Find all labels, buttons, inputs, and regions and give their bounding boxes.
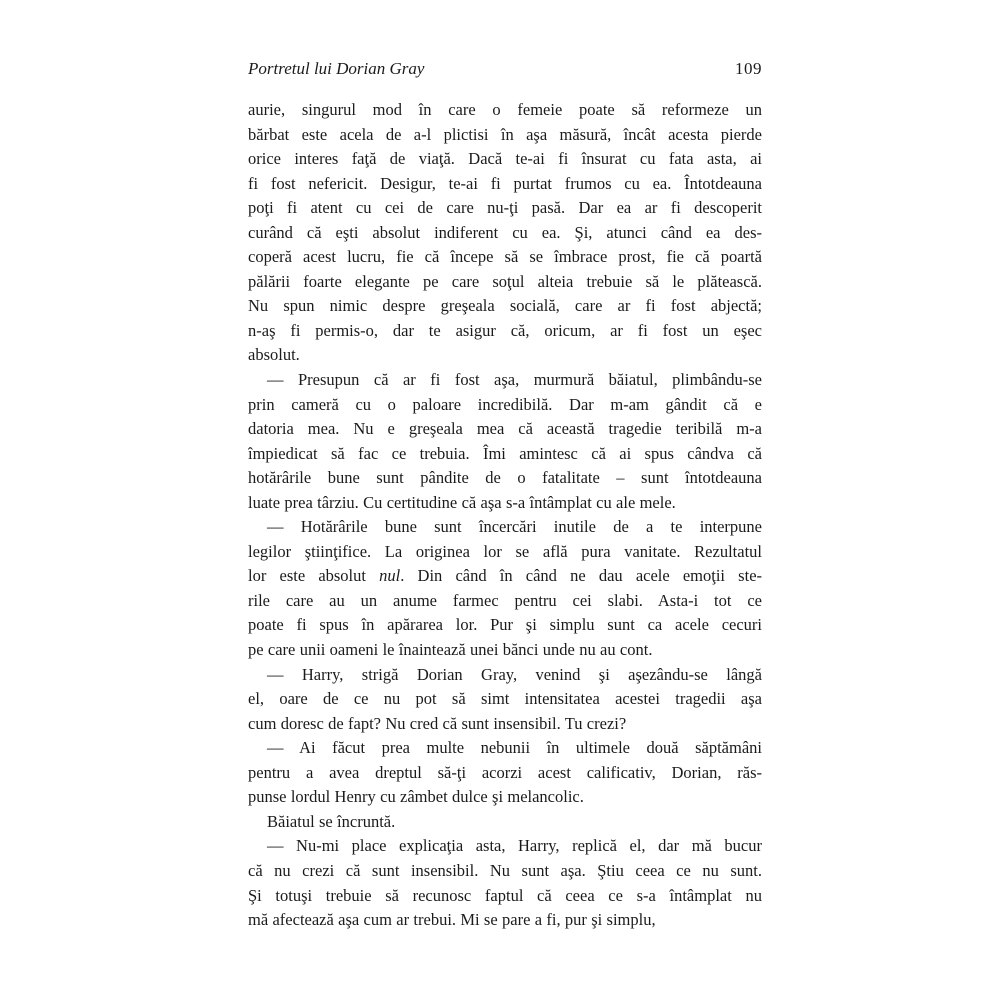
text-line: mă afectează aşa cum ar trebui. Mi se pare a fi, pur şi simplu, bbox=[248, 910, 656, 930]
text-line: punse lordul Henry cu zâmbet dulce şi melancolic. bbox=[248, 787, 584, 807]
page-content bbox=[248, 58, 762, 935]
text-line: Şi totuşi trebuie să recunosc faptul că ceea ce s-a întâmplat nu bbox=[248, 885, 762, 905]
text-line: — Ai făcut prea multe nebunii în ultimele două săptămâni bbox=[267, 738, 762, 758]
text-line: el, oare de ce nu pot să simt intensitatea acestei tragedii aşa bbox=[248, 689, 762, 709]
text-line: curând că eşti absolut indiferent cu ea. Şi, atunci când ea des- bbox=[248, 222, 762, 242]
text-line: n-aş fi permis-o, dar te asigur că, oricum, ar fi fost un eşec bbox=[248, 320, 762, 340]
text-line: — Harry, strigă Dorian Gray, venind şi aşezându-se lângă bbox=[267, 664, 762, 684]
text-line: bărbat este acela de a-l plictisi în aşa măsură, încât acesta pierde bbox=[248, 124, 762, 144]
text-line: cum doresc de fapt? Nu cred că sunt insensibil. Tu crezi? bbox=[248, 713, 627, 733]
text-line: împiedicat să fac ce trebuia. Îmi amintesc că ai spus cândva că bbox=[248, 443, 762, 463]
text-line: rile care au un anume farmec pentru cei slabi. Asta-i tot ce bbox=[248, 590, 762, 610]
text-line: luate prea târziu. Cu certitudine că aşa s-a întâmplat cu ale mele. bbox=[248, 492, 676, 512]
text-line: pe care unii oameni le înaintează unei bănci unde nu au cont. bbox=[248, 640, 653, 660]
text-line: coperă acest lucru, fie că începe să se îmbrace prost, fie că poartă bbox=[248, 247, 762, 267]
page-number: 109 bbox=[735, 59, 762, 78]
text-line: legilor ştiinţifice. La originea lor se află pura vanitate. Rezultatul bbox=[248, 541, 762, 561]
text-line: Nu spun nimic despre greşeala socială, care ar fi fost abjectă; bbox=[248, 296, 762, 316]
text-line: aurie, singurul mod în care o femeie poate să reformeze un bbox=[248, 100, 762, 119]
text-line: orice interes faţă de viaţă. Dacă te-ai fi însurat cu fata asta, ai bbox=[248, 149, 762, 169]
text-line: — Presupun că ar fi fost aşa, murmură băiatul, plimbându-se bbox=[267, 370, 762, 390]
text-line: că nu crezi că sunt insensibil. Nu sunt aşa. Ştiu ceea ce nu sunt. bbox=[248, 860, 762, 880]
text-line: prin cameră cu o paloare incredibilă. Dar m-am gândit că e bbox=[248, 394, 762, 414]
text-line: poate fi spus în apărarea lor. Pur şi simplu sunt ca acele cecuri bbox=[248, 615, 762, 635]
running-head bbox=[248, 58, 762, 80]
text-line: pentru a avea dreptul să-ţi acorzi acest calificativ, Dorian, răs- bbox=[248, 762, 762, 782]
text-line: absolut. bbox=[248, 345, 300, 365]
text-line: datoria mea. Nu e greşeala mea că această tragedie teribilă m-a bbox=[248, 419, 762, 439]
text-line: — Hotărârile bune sunt încercări inutile de a te interpune bbox=[267, 517, 762, 537]
text-line: poţi fi atent cu cei de care nu-ţi pasă. Dar ea ar fi descoperit bbox=[248, 198, 762, 218]
text-line: fi fost nefericit. Desigur, te-ai fi purtat frumos cu ea. Întotdeauna bbox=[248, 173, 762, 193]
page-body bbox=[248, 100, 762, 935]
text-line: hotărârile bune sunt pândite de o fatalitate – sunt întotdeauna bbox=[248, 468, 762, 488]
text-line: lor este absolut nul. Din când în când ne dau acele emoţii ste- bbox=[248, 566, 762, 586]
text-line: Băiatul se încruntă. bbox=[267, 811, 396, 831]
running-head-title: Portretul lui Dorian Gray bbox=[248, 59, 425, 78]
text-line: — Nu-mi place explicaţia asta, Harry, replică el, dar mă bucur bbox=[267, 836, 762, 856]
text-line: pălării foarte elegante pe care soţul alteia trebuie să le plătească. bbox=[248, 271, 762, 291]
